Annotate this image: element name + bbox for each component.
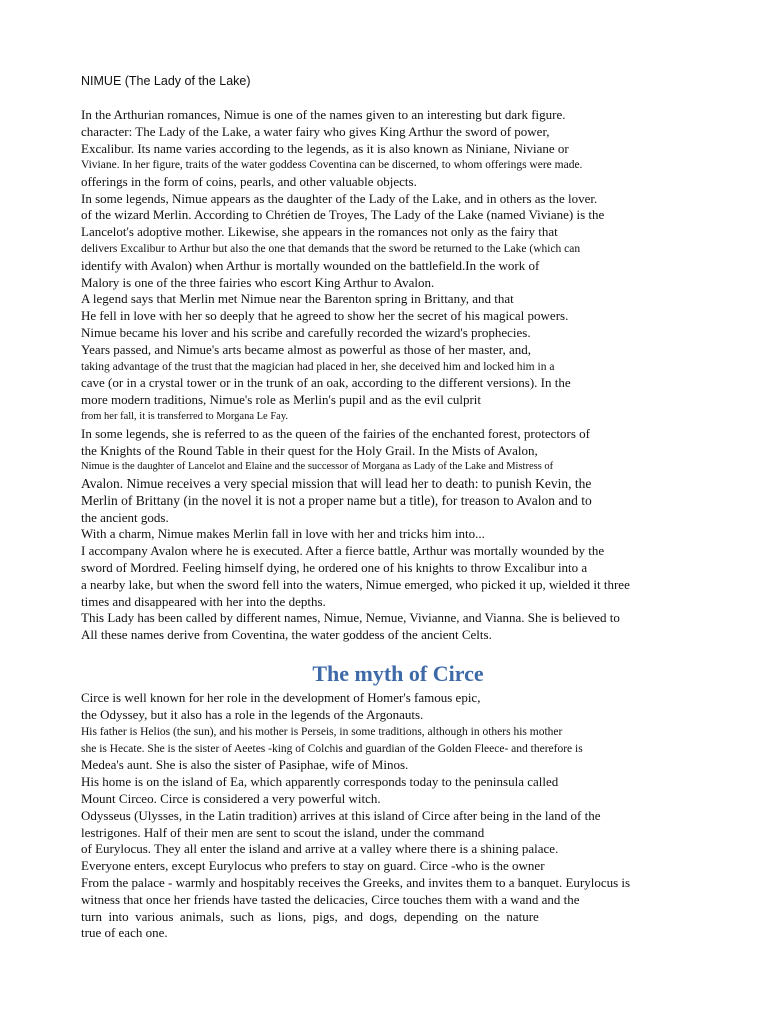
text-line: identify with Avalon) when Arthur is mortally wounded on the battlefield.In the work of (81, 258, 540, 273)
text-line: the ancient gods. (81, 510, 169, 525)
text-line: witness that once her friends have tasted the delicacies, Circe touches them with a wand and the (81, 892, 580, 907)
text-line: sword of Mordred. Feeling himself dying, he ordered one of his knights to throw Excalibur into a (81, 560, 588, 575)
text-line: of Eurylocus. They all enter the island and arrive at a valley where there is a shining palace. (81, 841, 559, 856)
text-line: In the Arthurian romances, Nimue is one of the names given to an interesting but dark figure. (81, 107, 566, 122)
text-line: In some legends, she is referred to as the queen of the fairies of the enchanted forest, protectors of (81, 426, 590, 441)
text-line: His father is Helios (the sun), and his mother is Perseis, in some traditions, although in others his mother (81, 726, 563, 738)
text-line: offerings in the form of coins, pearls, and other valuable objects. (81, 174, 417, 189)
section-title-circe: The myth of Circe (312, 661, 484, 686)
text-line: true of each one. (81, 925, 168, 940)
text-line: His home is on the island of Ea, which apparently corresponds today to the peninsula called (81, 774, 559, 789)
text-line: the Odyssey, but it also has a role in the legends of the Argonauts. (81, 707, 424, 722)
text-line: she is Hecate. She is the sister of Aeetes -king of Colchis and guardian of the Golden Fleece- and therefore is (81, 743, 583, 755)
text-line: the Knights of the Round Table in their quest for the Holy Grail. In the Mists of Avalon, (81, 443, 538, 458)
text-line: Avalon. Nimue receives a very special mission that will lead her to death: to punish Kevin, the (81, 476, 592, 491)
text-line: character: The Lady of the Lake, a water fairy who gives King Arthur the sword of power, (81, 124, 550, 139)
text-line: Excalibur. Its name varies according to the legends, as it is also known as Niniane, Niviane or (81, 141, 569, 156)
text-line: In some legends, Nimue appears as the daughter of the Lady of the Lake, and in others as the lover. (81, 191, 598, 206)
text-line: This Lady has been called by different names, Nimue, Nemue, Vivianne, and Vianna. She is believed to (81, 610, 620, 625)
text-line: times and disappeared with her into the depths. (81, 594, 326, 609)
text-line: Viviane. In her figure, traits of the water goddess Coventina can be discerned, to whom offerings were made. (81, 159, 583, 171)
text-line: Malory is one of the three fairies who escort King Arthur to Avalon. (81, 275, 435, 290)
text-line: He fell in love with her so deeply that he agreed to show her the secret of his magical powers. (81, 308, 569, 323)
section-heading-nimue: NIMUE (The Lady of the Lake) (81, 74, 251, 88)
text-line: of the wizard Merlin. According to Chrétien de Troyes, The Lady of the Lake (named Viviane) is the (81, 207, 605, 222)
text-line: Mount Circeo. Circe is considered a very powerful witch. (81, 791, 381, 806)
text-line: Nimue is the daughter of Lancelot and Elaine and the successor of Morgana as Lady of the Lake and Mistress of (81, 461, 554, 472)
text-line: I accompany Avalon where he is executed. After a fierce battle, Arthur was mortally wounded by the (81, 543, 605, 558)
text-line: Medea's aunt. She is also the sister of Pasiphae, wife of Minos. (81, 757, 409, 772)
text-line: Odysseus (Ulysses, in the Latin tradition) arrives at this island of Circe after being in the land of the (81, 808, 601, 823)
text-line: From the palace - warmly and hospitably receives the Greeks, and invites them to a banquet. Eurylocus is (81, 875, 631, 890)
text-line: Lancelot's adoptive mother. Likewise, she appears in the romances not only as the fairy that (81, 224, 558, 239)
text-line: All these names derive from Coventina, the water goddess of the ancient Celts. (81, 627, 492, 642)
text-line: delivers Excalibur to Arthur but also the one that demands that the sword be returned to the Lake (which can (81, 243, 581, 255)
text-line: from her fall, it is transferred to Morgana Le Fay. (81, 411, 289, 422)
text-line: Everyone enters, except Eurylocus who prefers to stay on guard. Circe -who is the owner (81, 858, 545, 873)
text-line: more modern traditions, Nimue's role as Merlin's pupil and as the evil culprit (81, 392, 482, 407)
text-line: With a charm, Nimue makes Merlin fall in love with her and tricks him into... (81, 526, 485, 541)
text-line: Circe is well known for her role in the development of Homer's famous epic, (81, 690, 481, 705)
text-line: a nearby lake, but when the sword fell into the waters, Nimue emerged, who picked it up, wielded it three (81, 577, 630, 592)
text-line: taking advantage of the trust that the magician had placed in her, she deceived him and locked him in a (81, 361, 555, 373)
text-line: Nimue became his lover and his scribe and carefully recorded the wizard's prophecies. (81, 325, 531, 340)
text-line: cave (or in a crystal tower or in the trunk of an oak, according to the different versions). In the (81, 375, 571, 390)
text-line: Merlin of Brittany (in the novel it is not a proper name but a title), for treason to Avalon and to (81, 493, 592, 508)
text-line: lestrigones. Half of their men are sent to scout the island, under the command (81, 825, 485, 840)
text-line: Years passed, and Nimue's arts became almost as powerful as those of her master, and, (81, 342, 531, 357)
text-line: turn into various animals, such as lions, pigs, and dogs, depending on the nature (81, 909, 539, 924)
text-line: A legend says that Merlin met Nimue near the Barenton spring in Brittany, and that (81, 291, 514, 306)
